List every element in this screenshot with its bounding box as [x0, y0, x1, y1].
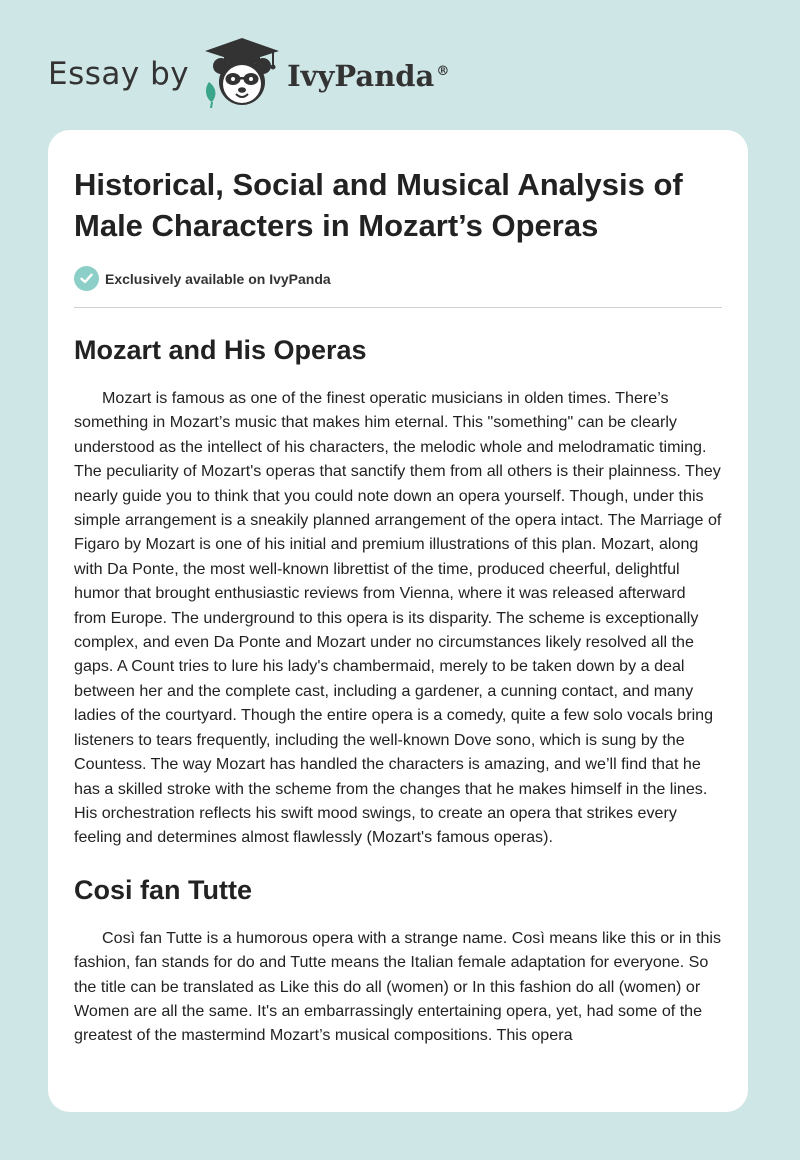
section-heading: Cosi fan Tutte [74, 874, 252, 905]
essay-title: Historical, Social and Musical Analysis of Male Characters in Mozart’s Operas [74, 167, 683, 243]
section-heading: Mozart and His Operas [74, 335, 367, 365]
exclusive-notice [74, 266, 722, 291]
brand-prefix: Essay by [48, 56, 190, 92]
section-paragraph: Mozart is famous as one of the finest operatic musicians in olden times. There’s something in Mozart’s music that makes him eternal. This "something" can be clearly understood as the intellect of his characters, the melodic whole and melodramatic timing. The peculiarity of Mozart's operas that sanctify them from all others is their plainness. They nearly guide you to think that you could note down an opera yourself. Though, under this simple arrangement is a sneakily planned arrangement of the opera intact. The Marriage of Figaro by Mozart is one of his initial and premium illustrations of this plan. Mozart, along with Da Ponte, the most well-known librettist of the time, produced cheerful, delightful humor that brought enthusiastic reviews from Vienna, where it was released afterward from Europe. The underground to this opera is its disparity. The scheme is exceptionally complex, and even Da Ponte and Mozart under no circumstances likely resolved all the gaps. A Count tries to lure his lady's chambermaid, merely to be taken down by a deal between her and the complete cast, including a gardener, a cunning contact, and many ladies of the courtyard. Though the entire opera is a comedy, quite a few solo vocals bring listeners to tears frequently, including the well-known Dove sono, which is sung by the Countess. The way Mozart has handled the characters is amazing, and we’ll find that he has a skilled stroke with the scheme from the changes that he makes himself in the lines. His orchestration reflects his swift mood swings, to create an opera that strikes every feeling and determines almost flawlessly (Mozart's famous operas). [74, 389, 722, 847]
brand-name[interactable]: IvyPanda ® [287, 59, 450, 93]
check-badge-icon [74, 266, 99, 291]
section-paragraph: Così fan Tutte is a humorous opera with a strange name. Così means like this or in this fashion, fan stands for do and Tutte means the Italian female adaptation for everyone. So the title can be translated as Like this do all (women) or In this fashion do all (women) or Women are all the same. It's an embarrassingly entertaining opera, yet, had some of the greatest of the mastermind Mozart’s musical compositions. This opera [74, 928, 722, 1045]
panda-logo-icon[interactable] [203, 36, 281, 113]
site-header [48, 34, 449, 114]
divider [74, 307, 722, 308]
exclusive-label: Exclusively available on IvyPanda [105, 270, 331, 287]
essay-card [48, 130, 748, 1112]
registered-mark: ® [436, 64, 450, 80]
